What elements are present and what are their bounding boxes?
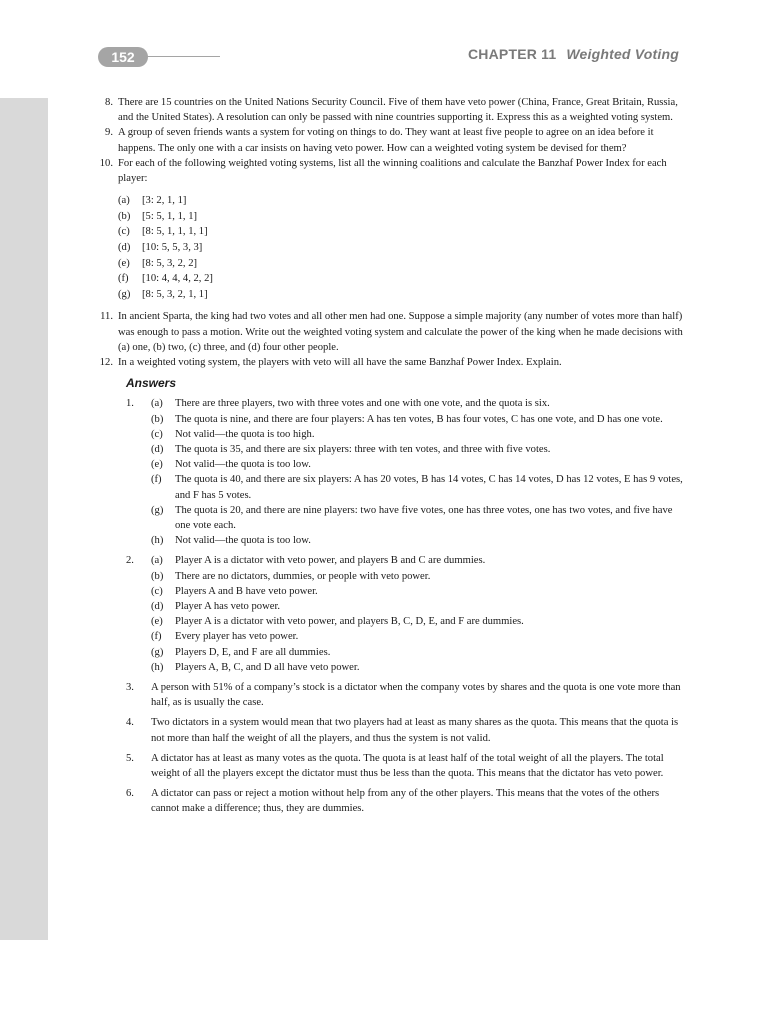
answer-part: (g) Players D, E, and F are all dummies.	[151, 646, 331, 658]
answer-part: (e) Player A is a dictator with veto power, and players B, C, D, E, and F are dummies.	[151, 616, 524, 628]
answer-3	[93, 680, 683, 710]
voting-system-item: (b) [5: 5, 1, 1, 1]	[118, 210, 198, 222]
voting-system-item: (g) [8: 5, 3, 2, 1, 1]	[118, 288, 208, 300]
answer-part: (b) There are no dictators, dummies, or people with veto power.	[151, 570, 431, 582]
voting-system-item: (a) [3: 2, 1, 1]	[118, 195, 187, 207]
answer-number: 1.	[126, 398, 134, 410]
running-header	[468, 46, 679, 62]
chapter-title: Weighted Voting	[566, 46, 679, 62]
question-number: 11.	[100, 311, 113, 323]
answer-6	[93, 786, 683, 816]
answer-text: A dictator can pass or reject a motion without help from any of the other players. This means that the votes of the others cannot make a difference; thus, they are dummies.	[151, 788, 660, 815]
question-9	[93, 125, 683, 155]
question-text: In a weighted voting system, the players with veto will all have the same Banzhaf Power Index. Explain.	[118, 356, 562, 368]
answer-1	[93, 396, 683, 548]
question-text: For each of the following weighted voting systems, list all the winning coalitions and calculate the Banzhaf Power Index for each player:	[118, 157, 667, 185]
answer-4	[93, 715, 683, 745]
answer-part: (c) Players A and B have veto power.	[151, 585, 318, 597]
answer-text: A person with 51% of a company’s stock is a dictator when the company votes by shares and the quota is one vote more than half, as is usually the case.	[151, 682, 681, 709]
question-text: A group of seven friends wants a system for voting on things to do. They want at least five people to agree on an idea before it happens. The only one with a car insists on having veto power. How can a weighted voting system be devised for them?	[118, 127, 654, 154]
answer-part: (h) Players A, B, C, and D all have veto power.	[151, 661, 360, 673]
answer-5	[93, 751, 683, 781]
voting-system-item: (d) [10: 5, 5, 3, 3]	[118, 242, 203, 253]
voting-system-item: (c) [8: 5, 1, 1, 1, 1]	[118, 226, 208, 238]
answer-part: (f) Every player has veto power.	[151, 631, 299, 643]
answer-number: 6.	[126, 788, 134, 800]
answer-part: (a) There are three players, two with three votes and one with one vote, and the quota is six.	[151, 398, 550, 410]
answer-part: (d) Player A has veto power.	[151, 601, 281, 613]
answer-part: (e) Not valid—the quota is too low.	[151, 459, 311, 471]
voting-systems-list	[118, 193, 683, 302]
question-number: 10.	[99, 157, 113, 169]
side-margin-band	[0, 98, 48, 940]
answer-part: (g) The quota is 20, and there are nine players: two have five votes, one has three votes, one has two votes, and five have one vote each.	[151, 504, 673, 532]
answer-number: 5.	[126, 752, 134, 764]
question-number: 8.	[105, 97, 113, 108]
header-rule	[146, 56, 220, 57]
answer-part: (a) Player A is a dictator with veto power, and players B and C are dummies.	[151, 555, 486, 567]
question-10	[93, 156, 683, 186]
answer-part: (h) Not valid—the quota is too low.	[151, 535, 311, 547]
page-number: 152	[98, 47, 148, 67]
answer-number: 3.	[126, 682, 134, 694]
question-8	[93, 95, 683, 125]
answer-number: 2.	[126, 555, 134, 567]
answer-2	[93, 553, 683, 675]
voting-system-item: (e) [8: 5, 3, 2, 2]	[118, 257, 198, 269]
question-number: 12.	[99, 356, 113, 368]
answers-heading: Answers	[126, 376, 177, 391]
answer-part: (c) Not valid—the quota is too high.	[151, 428, 315, 440]
voting-system-item: (f) [10: 4, 4, 4, 2, 2]	[118, 273, 213, 285]
answer-text: A dictator has at least as many votes as the quota. The quota is at least half of the total weight of all the players. The total weight of all the players except the dictator must thus be less than the quota. This means that the dictator has veto power.	[151, 752, 664, 780]
question-number: 9.	[105, 127, 113, 139]
answer-part: (b) The quota is nine, and there are four players: A has ten votes, B has four votes, C has one vote, and D has one vote.	[151, 413, 663, 425]
question-text: In ancient Sparta, the king had two votes and all other men had one. Suppose a simple majority (any number of votes more than half) was enough to pass a motion. Write out the weighted voting system and calculate the power of the king when he made decisions with (a) one, (b) two, (c) three, and (d) four other people.	[118, 311, 683, 353]
answer-part: (d) The quota is 35, and there are six players: three with ten votes, and three with five votes.	[151, 444, 551, 455]
answer-text: Two dictators in a system would mean that two players had at least as many shares as the quota. This means that the quota is not more than half the weight of all the players, and thus the system is not valid.	[151, 717, 679, 744]
question-text: There are 15 countries on the United Nations Security Council. Five of them have veto power (China, France, Great Britain, Russia, and the United States). A resolution can only be passed with nine countries supporting it. Express this as a weighted voting system.	[118, 97, 678, 124]
answer-number: 4.	[126, 717, 134, 729]
page-content	[93, 95, 683, 822]
question-11	[93, 309, 683, 355]
chapter-label: CHAPTER 11	[467, 46, 557, 62]
question-12	[93, 355, 683, 370]
answer-part: (f) The quota is 40, and there are six players: A has 20 votes, B has 14 votes, C has 14 votes, D has 12 votes, E has 9 votes, and F has 5 votes.	[151, 474, 683, 501]
